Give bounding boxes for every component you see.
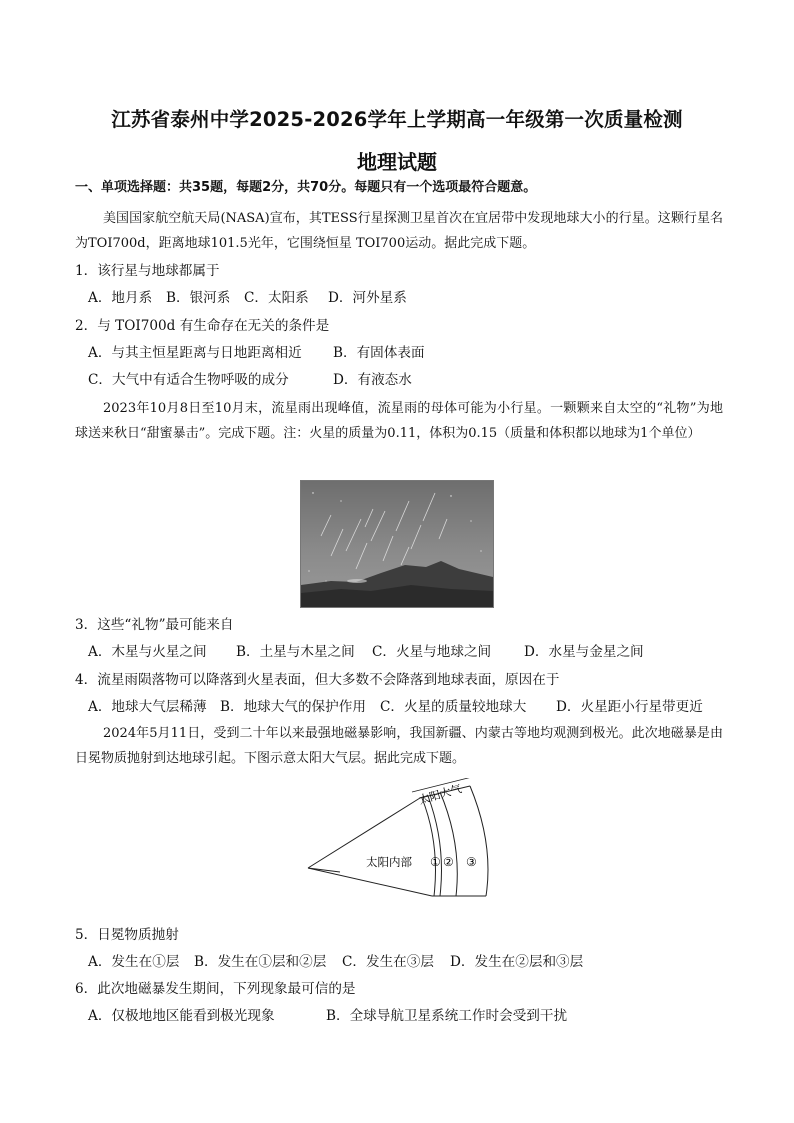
q4-option-d: D．火星距小行星带更近 bbox=[556, 699, 703, 715]
solar-atmosphere-diagram bbox=[300, 778, 500, 904]
question-1-stem: 1．该行星与地球都属于 bbox=[75, 263, 220, 279]
q5-option-d: D．发生在②层和③层 bbox=[450, 954, 584, 970]
question-1-options bbox=[88, 288, 738, 308]
question-3-stem: 3．这些“礼物”最可能来自 bbox=[75, 617, 234, 633]
layer3-outer bbox=[470, 786, 488, 896]
meteor-shower-image bbox=[301, 481, 493, 607]
question-5-stem: 5．日冕物质抛射 bbox=[75, 927, 179, 943]
meteor-shower-photo bbox=[300, 480, 494, 608]
layer2-outer bbox=[440, 792, 457, 896]
q6-option-a: A．仅极地地区能看到极光现象 bbox=[88, 1008, 275, 1024]
question-4-options bbox=[88, 697, 738, 717]
solar-layers-figure bbox=[300, 778, 500, 904]
q6-option-b: B．全球导航卫星系统工作时会受到干扰 bbox=[326, 1008, 568, 1024]
q2-option-c: C．大气中有适合生物呼吸的成分 bbox=[88, 372, 289, 388]
q2-option-b: B．有固体表面 bbox=[333, 345, 425, 361]
question-6-options bbox=[88, 1006, 738, 1026]
q1-option-d: D．河外星系 bbox=[328, 290, 407, 306]
q3-option-c: C．火星与地球之间 bbox=[372, 644, 492, 660]
q4-option-c: C．火星的质量较地球大 bbox=[380, 699, 527, 715]
layer-1-label: ① bbox=[430, 855, 441, 869]
q3-option-b: B．土星与木星之间 bbox=[236, 644, 355, 660]
q3-option-a: A．木星与火星之间 bbox=[88, 644, 207, 660]
page-subtitle: 地理试题 bbox=[357, 150, 437, 174]
passage-3: 2024年5月11日，受到二十年以来最强地磁暴影响，我国新疆、内蒙古等地均观测到极光。此次地磁暴是由日冕物质抛射到达地球引起。下图示意太阳大气层。据此完成下题。 bbox=[75, 726, 723, 766]
question-3-options bbox=[88, 642, 738, 662]
question-4-stem: 4．流星雨陨落物可以降落到火星表面，但大多数不会降落到地球表面，原因在于 bbox=[75, 672, 560, 688]
passage-2: 2023年10月8日至10月末，流星雨出现峰值，流星雨的母体可能为小行星。一颗颗来自太空的“礼物”为地球送来秋日“甜蜜暴击”。完成下题。注：火星的质量为0.11，体积为0.15（质量和体积都以地球为1个单位） bbox=[75, 401, 723, 441]
q5-option-b: B．发生在①层和②层 bbox=[194, 954, 327, 970]
q1-option-c: C．太阳系 bbox=[244, 290, 309, 306]
solar-interior-label: 太阳内部 bbox=[366, 855, 412, 869]
solar-atmosphere-label: 太阳大气 bbox=[417, 782, 464, 807]
q1-option-a: A．地月系 bbox=[88, 290, 153, 306]
question-2-options-row2 bbox=[88, 370, 738, 390]
q5-option-c: C．发生在③层 bbox=[342, 954, 434, 970]
layer-2-label: ② bbox=[443, 855, 454, 869]
page-title: 江苏省泰州中学2025-2026学年上学期高一年级第一次质量检测 bbox=[111, 108, 683, 131]
q2-option-a: A．与其主恒星距离与日地距离相近 bbox=[88, 345, 302, 361]
question-5-options bbox=[88, 952, 738, 972]
question-2-options-row1 bbox=[88, 343, 738, 363]
question-6-stem: 6．此次地磁暴发生期间，下列现象最可信的是 bbox=[75, 981, 356, 997]
wedge-bottom-edge bbox=[308, 868, 432, 896]
q4-option-b: B．地球大气的保护作用 bbox=[220, 699, 366, 715]
section-heading: 一、单项选择题：共35题，每题2分，共70分。每题只有一个选项最符合题意。 bbox=[75, 180, 537, 195]
q4-option-a: A．地球大气层稀薄 bbox=[88, 699, 207, 715]
q2-option-d: D．有液态水 bbox=[333, 372, 412, 388]
q1-option-b: B．银河系 bbox=[166, 290, 231, 306]
layer-3-label: ③ bbox=[466, 855, 477, 869]
q5-option-a: A．发生在①层 bbox=[88, 954, 180, 970]
question-2-stem: 2．与 TOⅠ700d 有生命存在无关的条件是 bbox=[75, 318, 330, 334]
passage-1: 美国国家航空航天局(NASA)宣布，其TESS行星探测卫星首次在宜居带中发现地球大小的行星。这颗行星名为TOⅠ700d，距离地球101.5光年，它围绕恒星 TOⅠ700运动。据此完成下题。 bbox=[75, 211, 723, 251]
q3-option-d: D．水星与金星之间 bbox=[524, 644, 644, 660]
